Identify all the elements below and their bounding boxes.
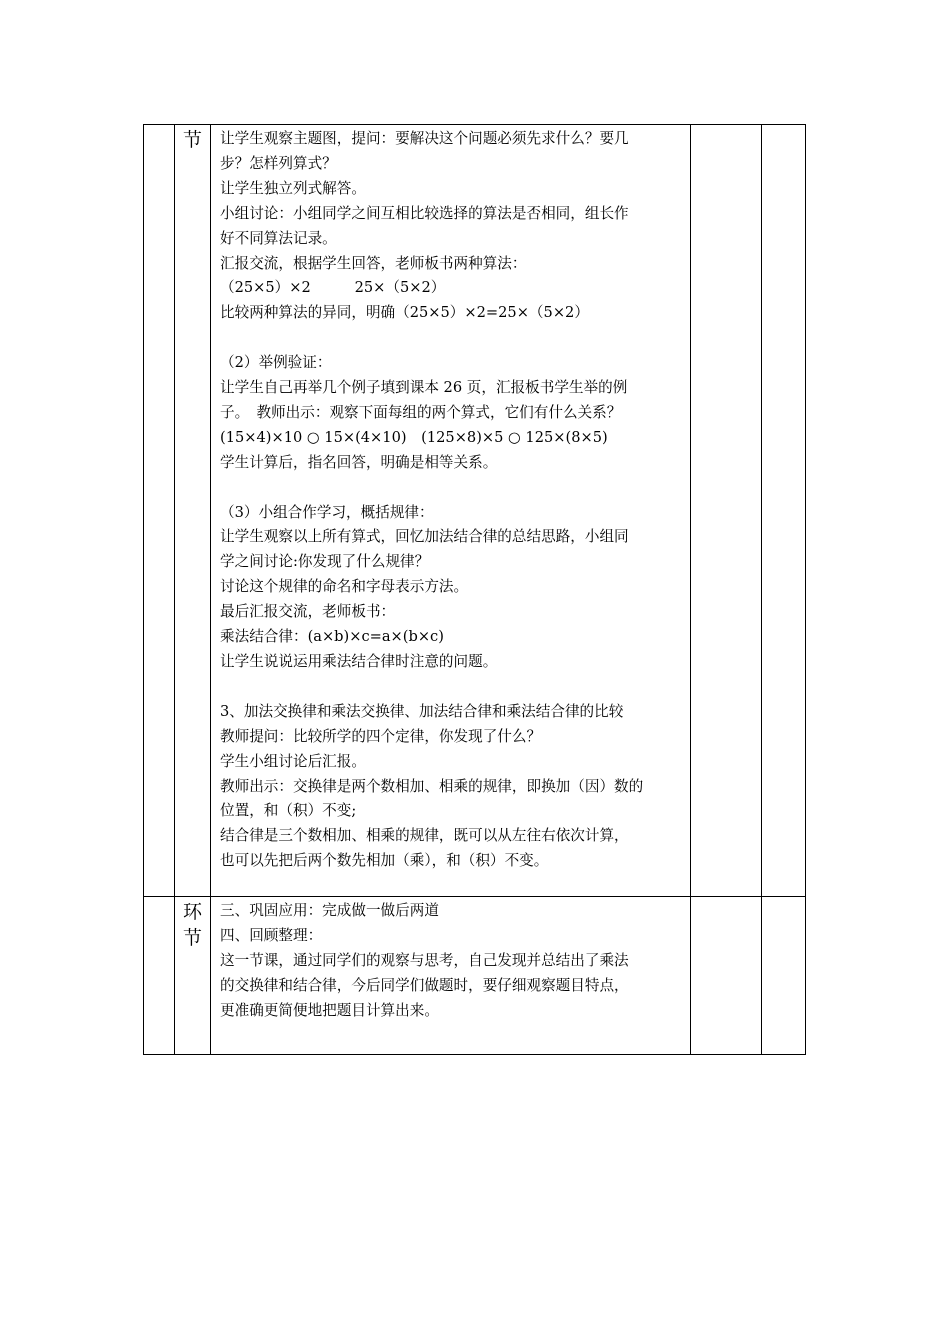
blank-cell bbox=[144, 897, 175, 1055]
text-line: 子。 教师出示：观察下面每组的两个算式，它们有什么关系？ bbox=[220, 403, 622, 421]
table-row bbox=[144, 125, 806, 897]
section-label-char: 节 bbox=[182, 927, 202, 949]
text-line: 让学生说说运用乘法结合律时注意的问题。 bbox=[220, 653, 498, 670]
section-label-cell bbox=[175, 897, 211, 1055]
text-line bbox=[220, 675, 684, 700]
text-line: (15×4)×10 ○ 15×(4×10) (125×8)×5 ○ 125×(8×5) bbox=[220, 428, 608, 446]
text-line: 也可以先把后两个数先相加（乘），和（积）不变。 bbox=[220, 852, 549, 870]
text-line: 学生计算后，指名回答，明确是相等关系。 bbox=[220, 453, 498, 471]
section-label-cell bbox=[175, 125, 211, 897]
table-row bbox=[144, 897, 806, 1055]
text-line: 位置，和（积）不变; bbox=[220, 802, 357, 820]
text-line: 让学生自己再举几个例子填到课本 26 页，汇报板书学生举的例 bbox=[220, 379, 628, 397]
text-line: 三、巩固应用：完成做一做后两道 bbox=[220, 902, 439, 919]
blank-cell bbox=[762, 125, 806, 897]
text-line: 让学生观察以上所有算式，回忆加法结合律的总结思路，小组同 bbox=[220, 528, 629, 546]
text-line: （3）小组合作学习，概括规律： bbox=[220, 503, 434, 521]
text-line: （2）举例验证： bbox=[220, 354, 332, 372]
text-line: 比较两种算法的异同，明确（25×5）×2=25×（5×2） bbox=[220, 304, 589, 322]
text-line: 的交换律和结合律，今后同学们做题时，要仔细观察题目特点， bbox=[220, 976, 629, 994]
text-line: 学生小组讨论后汇报。 bbox=[220, 752, 366, 770]
text-line: 教师提问：比较所学的四个定律，你发现了什么？ bbox=[220, 727, 542, 745]
text-line: 学之间讨论:你发现了什么规律？ bbox=[220, 553, 430, 571]
blank-cell bbox=[762, 897, 806, 1055]
content-cell bbox=[211, 125, 691, 897]
blank-cell bbox=[691, 897, 762, 1055]
text-line: 更准确更简便地把题目计算出来。 bbox=[220, 1001, 439, 1019]
text-line: 汇报交流，根据学生回答，老师板书两种算法： bbox=[220, 254, 527, 272]
blank-cell bbox=[691, 125, 762, 897]
text-line: 让学生独立列式解答。 bbox=[220, 179, 366, 197]
text-line bbox=[220, 326, 684, 351]
text-line: 结合律是三个数相加、相乘的规律，既可以从左往右依次计算， bbox=[220, 827, 629, 845]
content-cell bbox=[211, 897, 691, 1055]
section-label-char: 节 bbox=[182, 129, 202, 151]
text-line: 好不同算法记录。 bbox=[220, 229, 337, 247]
text-line: 3、加法交换律和乘法交换律、加法结合律和乘法结合律的比较 bbox=[220, 702, 624, 720]
text-line: 最后汇报交流，老师板书： bbox=[220, 603, 396, 621]
section-label-char: 环 bbox=[182, 901, 202, 923]
text-line: 乘法结合律：(a×b)×c=a×(b×c) bbox=[220, 628, 444, 646]
text-line bbox=[220, 476, 684, 501]
text-line: （25×5）×2 25×（5×2） bbox=[220, 279, 446, 297]
text-line: 让学生观察主题图，提问：要解决这个问题必须先求什么？要几 bbox=[220, 130, 629, 147]
text-line: 步？怎样列算式？ bbox=[220, 154, 337, 172]
text-line: 四、回顾整理： bbox=[220, 926, 323, 944]
text-line: 小组讨论：小组同学之间互相比较选择的算法是否相同，组长作 bbox=[220, 204, 629, 222]
blank-cell bbox=[144, 125, 175, 897]
text-line: 这一节课，通过同学们的观察与思考，自己发现并总结出了乘法 bbox=[220, 951, 629, 969]
lesson-plan-table bbox=[143, 124, 806, 1055]
text-line: 讨论这个规律的命名和字母表示方法。 bbox=[220, 578, 469, 596]
text-line: 教师出示：交换律是两个数相加、相乘的规律，即换加（因）数的 bbox=[220, 777, 644, 795]
